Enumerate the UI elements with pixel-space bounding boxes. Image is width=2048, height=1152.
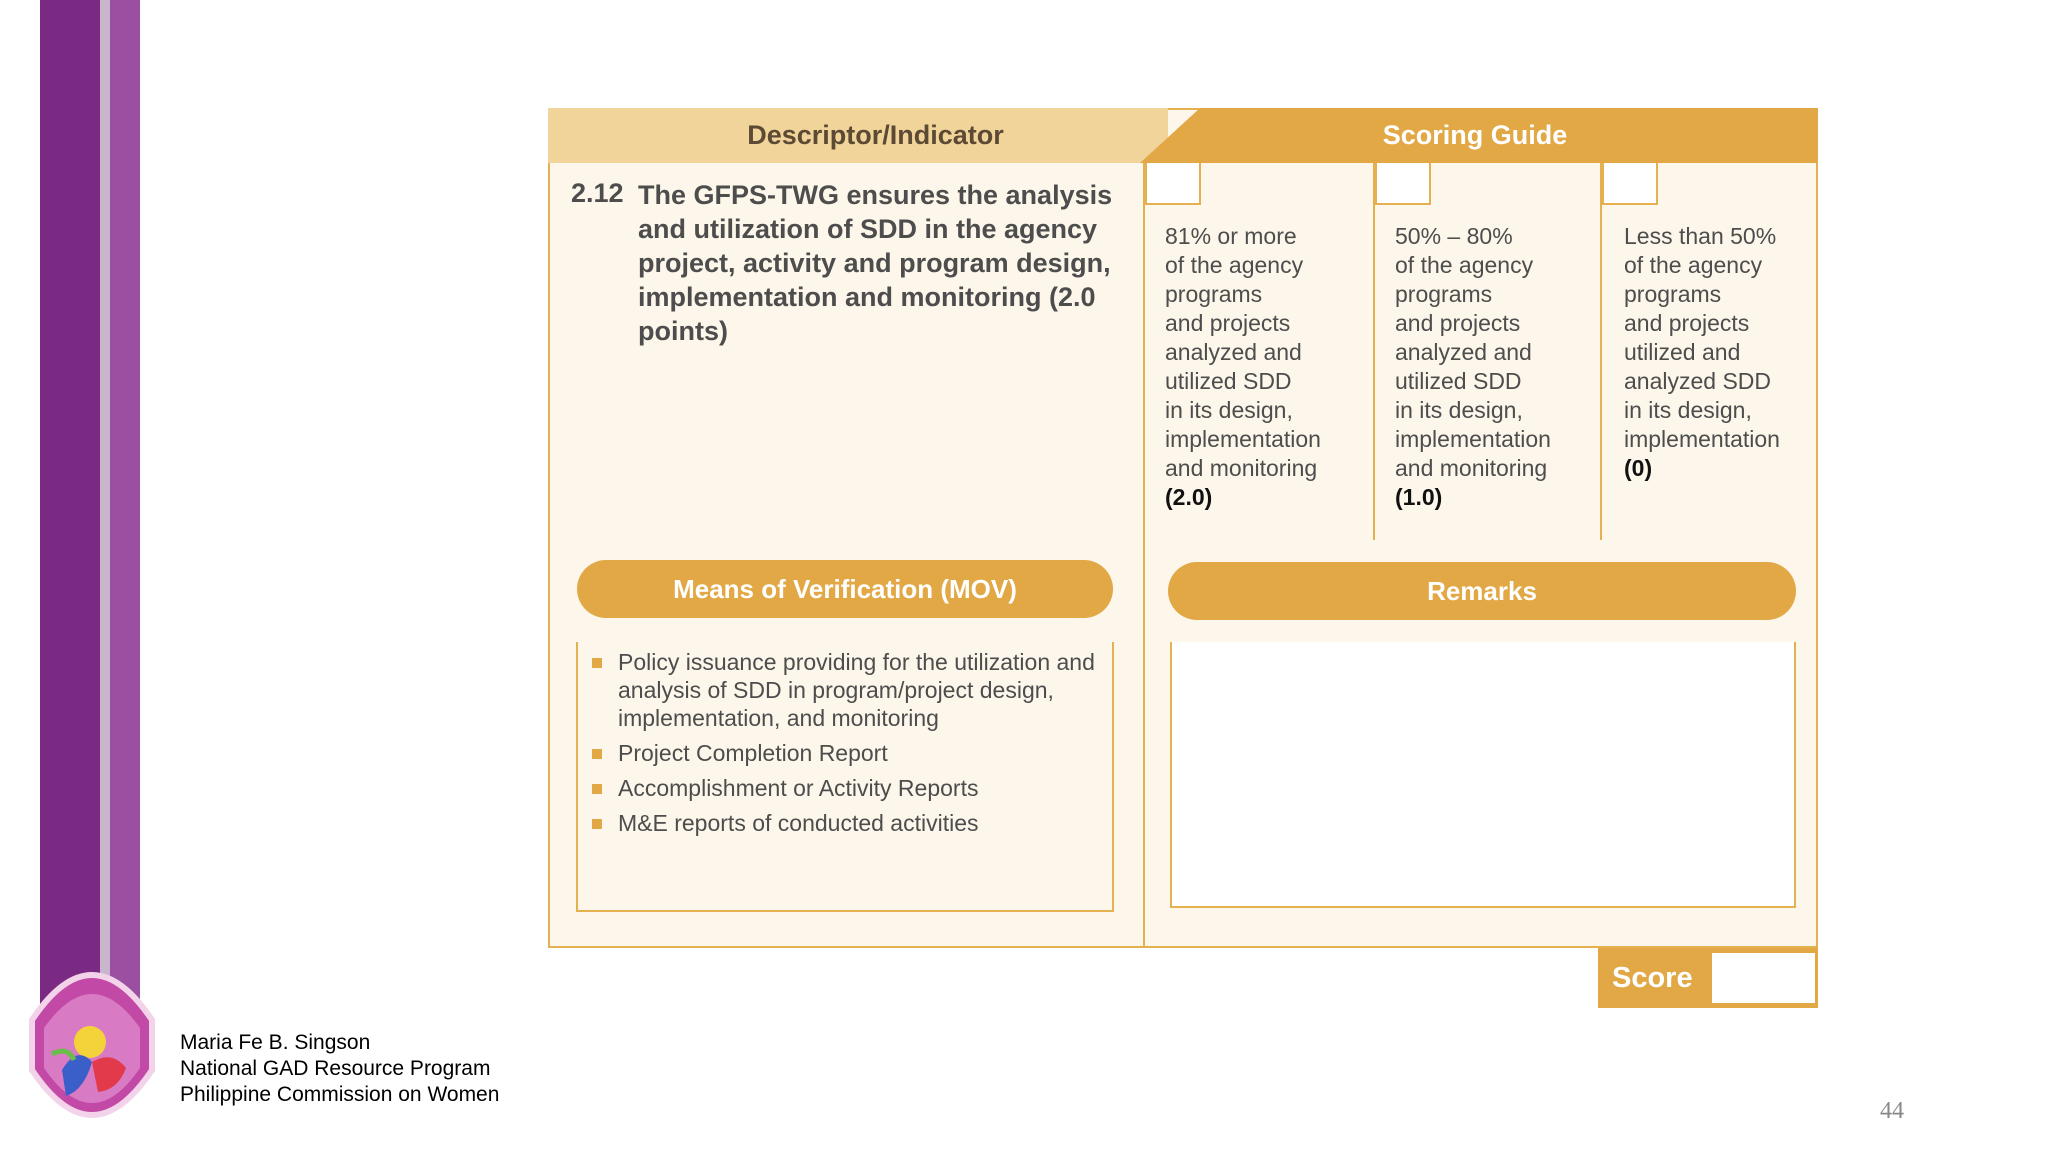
mov-item: M&E reports of conducted activities: [590, 809, 1110, 837]
criterion-column: [1395, 222, 1600, 512]
purple-stripe-dark: [40, 0, 100, 1010]
bullet-icon: [592, 749, 602, 759]
footer-organization: Philippine Commission on Women: [180, 1083, 500, 1106]
mov-item: Project Completion Report: [590, 739, 1110, 767]
footer-credits: [180, 1030, 499, 1108]
column-divider: [1600, 163, 1602, 540]
mov-item: Policy issuance providing for the utilization and analysis of SDD in program/project design, implementation, and monitoring: [590, 648, 1110, 732]
score-label: Score: [1612, 962, 1693, 994]
criterion-column: [1624, 222, 1814, 483]
scoring-guide-header-label: Scoring Guide: [1382, 120, 1568, 150]
criterion-points: (1.0): [1395, 484, 1443, 510]
criterion-column: [1165, 222, 1370, 512]
footer-author: Maria Fe B. Singson: [180, 1031, 371, 1054]
remarks-title-pill: Remarks: [1168, 562, 1796, 620]
criterion-text: 81% or more of the agency programs and projects analyzed and utilized SDD in its design, implementation and monitoring: [1165, 223, 1321, 481]
page-number: 44: [1880, 1098, 1904, 1124]
criterion-text: Less than 50% of the agency programs and projects utilized and analyzed SDD in its design, implementation: [1624, 223, 1780, 452]
descriptor-header-label: Descriptor/Indicator: [747, 120, 1004, 150]
bullet-icon: [592, 819, 602, 829]
bullet-icon: [592, 658, 602, 668]
column-divider: [1373, 163, 1375, 540]
column-divider: [1143, 163, 1145, 948]
criterion-points: (2.0): [1165, 484, 1213, 510]
mov-list: [590, 648, 1110, 844]
descriptor-text: The GFPS-TWG ensures the analysis and utilization of SDD in the agency project, activity and program design, implementation and monitoring (2.0 points): [638, 180, 1113, 346]
mov-item: Accomplishment or Activity Reports: [590, 774, 1110, 802]
criterion-text: 50% – 80% of the agency programs and projects analyzed and utilized SDD in its design, implementation and monitoring: [1395, 223, 1551, 481]
descriptor-number: 2.12: [571, 178, 624, 208]
criterion-score-box[interactable]: [1602, 163, 1658, 205]
criterion-score-box[interactable]: [1145, 163, 1201, 205]
score-input[interactable]: [1712, 953, 1815, 1003]
footer-program: National GAD Resource Program: [180, 1057, 491, 1080]
pcw-logo-icon: [22, 950, 162, 1150]
criterion-points: (0): [1624, 455, 1653, 481]
criterion-score-box[interactable]: [1375, 163, 1431, 205]
purple-stripe-light: [100, 0, 110, 1010]
remarks-field[interactable]: [1170, 642, 1796, 908]
mov-title-pill: Means of Verification (MOV): [577, 560, 1113, 618]
purple-stripe-medium: [110, 0, 140, 1010]
bullet-icon: [592, 784, 602, 794]
